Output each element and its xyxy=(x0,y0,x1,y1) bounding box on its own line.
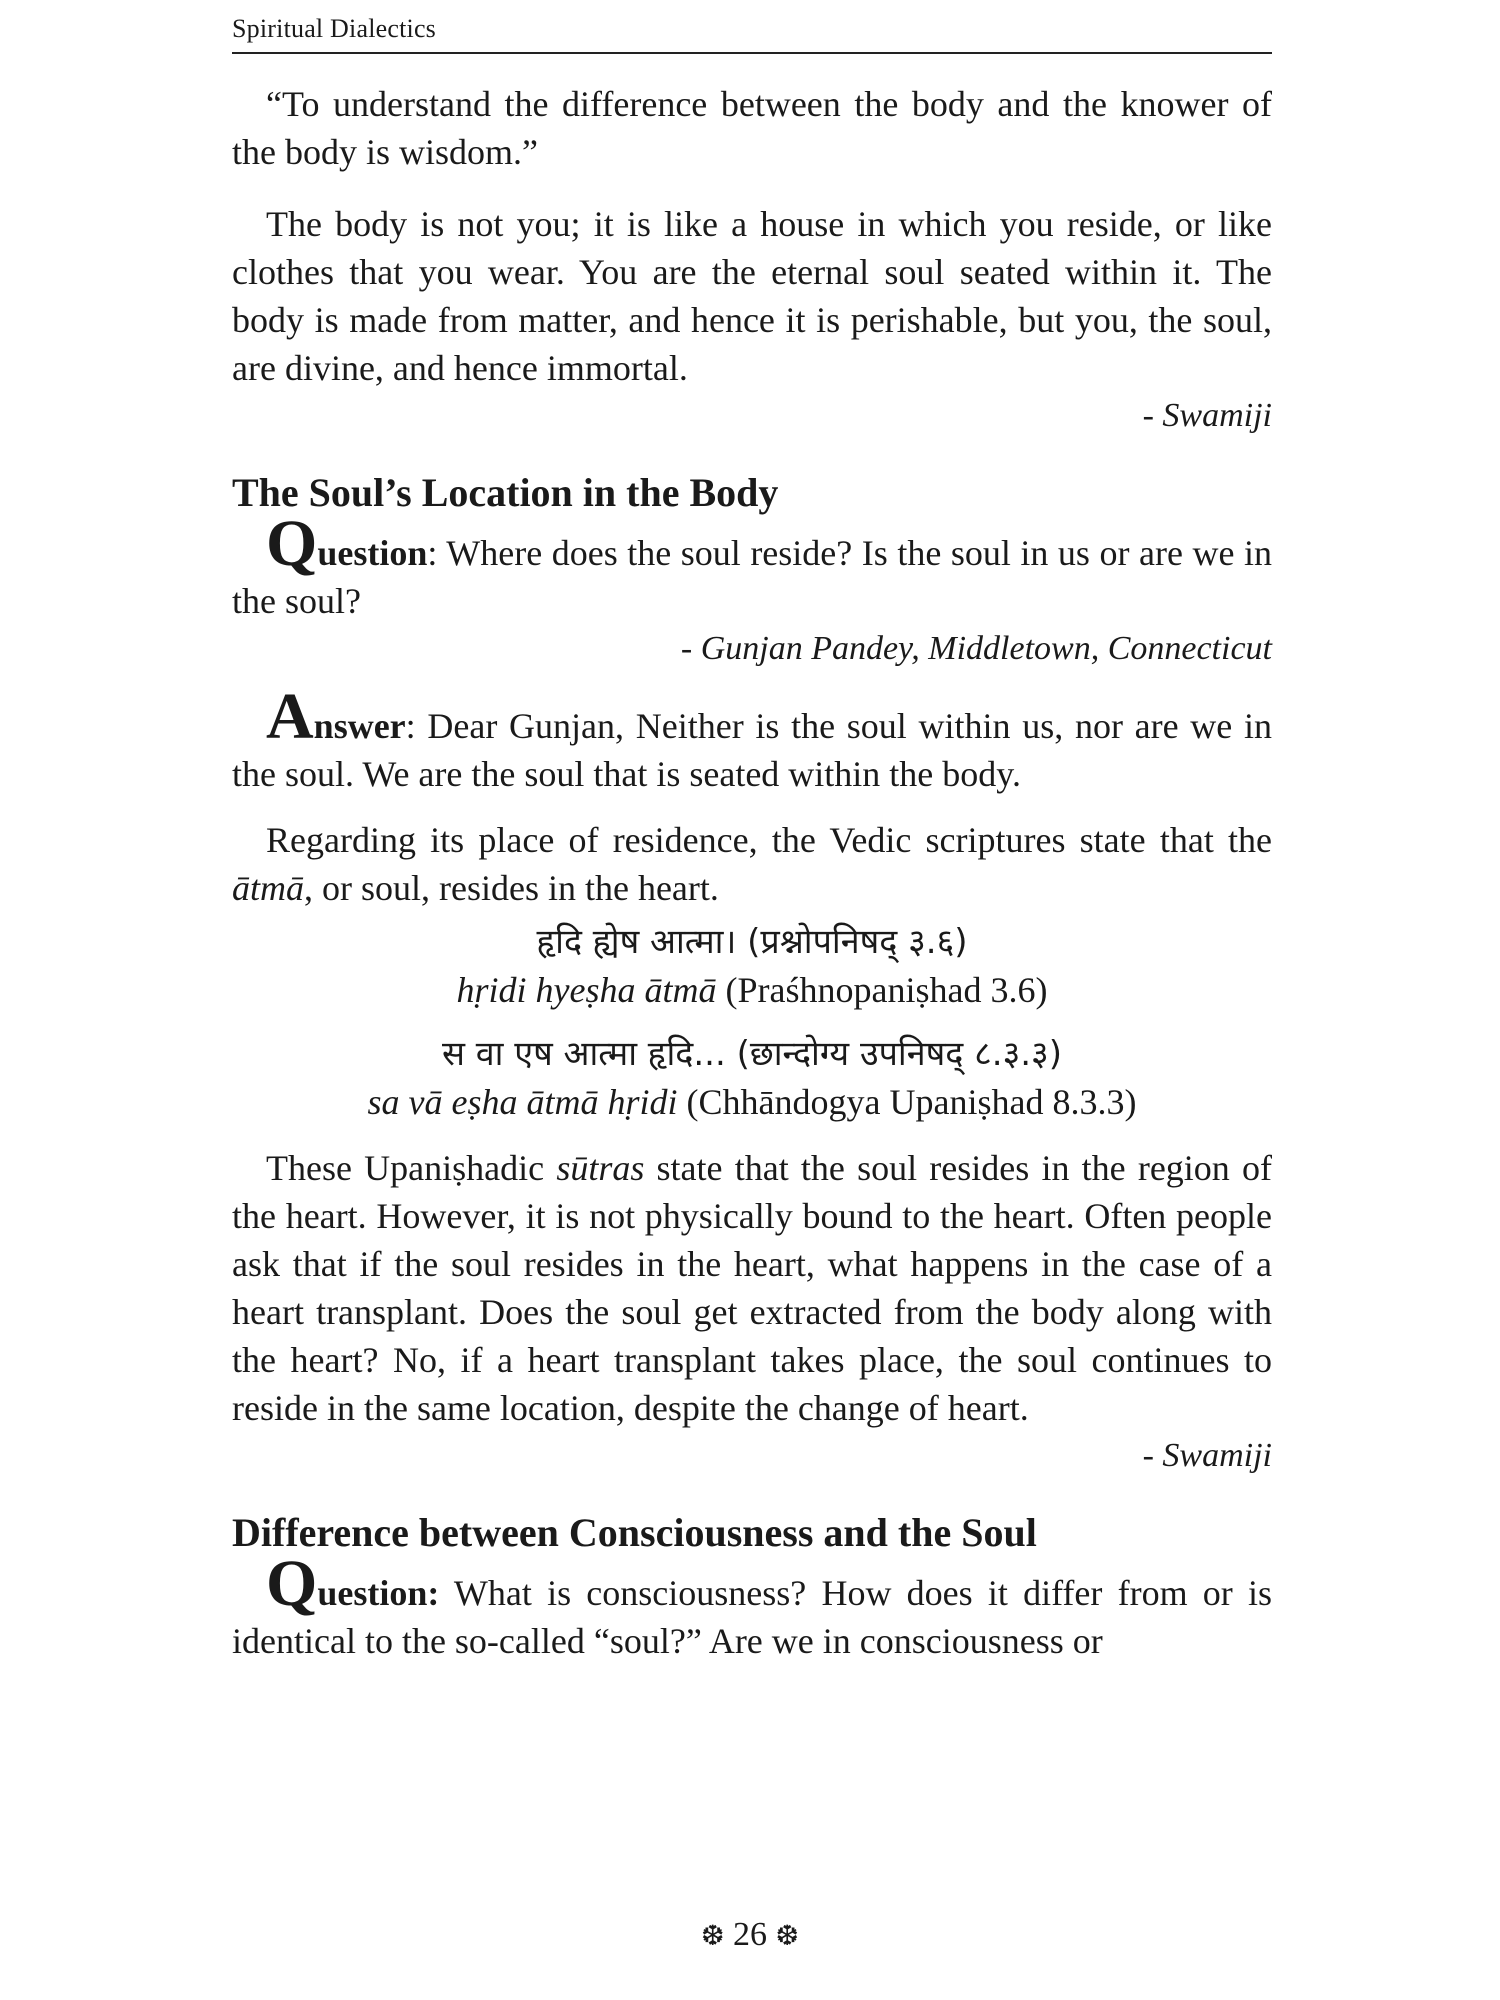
question-2-label: uestion: xyxy=(317,1573,440,1613)
intro-paragraph: The body is not you; it is like a house in which you reside, or like clothes that you wear. You are the eternal soul seated within it. The body is made from matter, and hence it is perishable, but you, the soul, are divine, and hence immortal. xyxy=(232,204,1272,388)
verse-1-transliteration xyxy=(232,966,1272,1014)
sutras-text-after: state that the soul resides in the region of the heart. However, it is not physically bound to the heart. Often people ask that if the soul resides in the heart, what happens in the case of a heart transplant. Does the soul get extracted from the body along with the heart? No, if a heart transplant takes place, the soul continues to reside in the same location, despite the change of heart. xyxy=(232,1148,1272,1428)
verse-2 xyxy=(232,1030,1272,1126)
answer-paragraph xyxy=(232,680,1272,798)
verse-1-translit: hṛidi hyeṣha ātmā xyxy=(456,970,717,1010)
residence-paragraph xyxy=(232,816,1272,912)
opening-quote: “To understand the difference between the body and the knower of the body is wisdom.” xyxy=(232,84,1272,172)
page-number-value: 26 xyxy=(733,1916,767,1953)
verse-1-devanagari: हृदि ह्येष आत्मा। (प्रश्नोपनिषद् ३.६) xyxy=(536,922,968,962)
verse-2-translit: sa vā eṣha ātmā hṛidi xyxy=(367,1082,678,1122)
answer-lead-letter: A xyxy=(266,680,314,753)
sutras-attribution: - Swamiji xyxy=(1142,1437,1272,1474)
question-colon: : xyxy=(427,533,438,573)
sutras-paragraph xyxy=(232,1144,1272,1432)
verse-2-source: (Chhāndogya Upaniṣhad 8.3.3) xyxy=(677,1082,1137,1122)
answer-colon: : xyxy=(405,706,416,746)
residence-term: ātmā xyxy=(232,868,304,908)
verse-2-devanagari: स वा एष आत्मा हृदि... (छान्दोग्य उपनिषद् ८.३.३) xyxy=(441,1034,1062,1074)
header-rule xyxy=(232,52,1272,54)
question-text: Where does the soul reside? Is the soul in us or are we in the soul? xyxy=(232,533,1272,621)
verse-1 xyxy=(232,918,1272,1014)
residence-text-after: , or soul, resides in the heart. xyxy=(304,868,719,908)
ornament-right-icon: ❆ xyxy=(775,1919,799,1952)
question-paragraph xyxy=(232,507,1272,625)
intro-attribution: - Swamiji xyxy=(1142,397,1272,434)
section-heading-soul-location: The Soul’s Location in the Body xyxy=(232,470,779,515)
section-heading-consciousness: Difference between Consciousness and the Soul xyxy=(232,1510,1037,1555)
page-number xyxy=(0,1916,1500,1954)
question-2-lead-letter: Q xyxy=(266,1547,318,1620)
running-head: Spiritual Dialectics xyxy=(232,14,437,43)
ornament-left-icon: ❆ xyxy=(701,1919,725,1952)
question-2-text: What is consciousness? How does it differ from or is identical to the so-called “soul?” Are we in consciousness or xyxy=(232,1573,1272,1661)
residence-text-before: Regarding its place of residence, the Vedic scriptures state that the xyxy=(266,820,1272,860)
question-label: uestion xyxy=(317,533,428,573)
question-lead-letter: Q xyxy=(266,507,318,580)
verse-2-transliteration xyxy=(232,1078,1272,1126)
question-2-paragraph xyxy=(232,1547,1272,1665)
question-attribution: - Gunjan Pandey, Middletown, Connecticut xyxy=(680,630,1272,667)
page-content xyxy=(232,80,1272,1665)
answer-label: nswer xyxy=(313,706,406,746)
answer-text: Dear Gunjan, Neither is the soul within us, nor are we in the soul. We are the soul that is seated within the body. xyxy=(232,706,1272,794)
verse-1-source: (Praśhnopaniṣhad 3.6) xyxy=(716,970,1048,1010)
sutras-text-before: These Upaniṣhadic xyxy=(266,1148,557,1188)
sutras-term: sūtras xyxy=(556,1148,645,1188)
